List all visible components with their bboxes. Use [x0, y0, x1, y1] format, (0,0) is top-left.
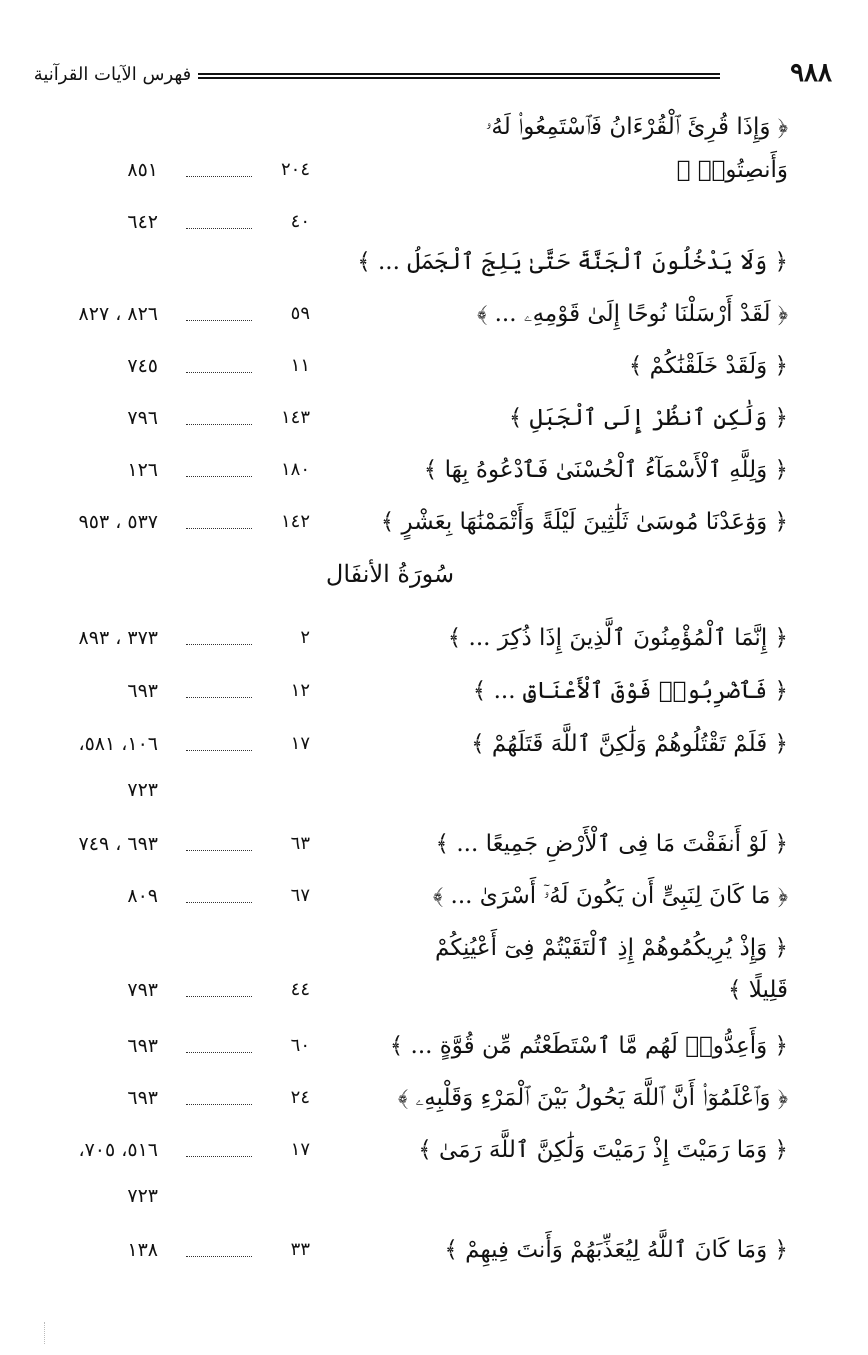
leader-dots	[186, 372, 252, 373]
index-row	[0, 342, 868, 392]
page-refs: ٦٩٣	[127, 680, 158, 702]
verse-text: ﴿ إِنَّمَا ٱلْمُؤْمِنُونَ ٱلَّذِينَ إِذَا ذُكِرَ ... ﴾	[447, 625, 788, 651]
leader-dots	[186, 320, 252, 321]
index-row	[0, 966, 868, 1016]
page-number: ٩٨٨	[790, 58, 832, 88]
index-row	[0, 1226, 868, 1276]
verse-text: ﴿ مَا كَانَ لِنَبِىٍّ أَن يَكُونَ لَهُۥٓ أَسْرَىٰ ... ﴾	[433, 883, 788, 909]
page-refs: ٧٢٣	[127, 1185, 158, 1207]
running-title: فهرس الآيات القرآنية	[33, 64, 192, 85]
page-refs: ٦٤٢	[127, 211, 158, 233]
verse-text: ﴿ فَلَمْ تَقْتُلُوهُمْ وَلَٰكِنَّ ٱللَّهَ قَتَلَهُمْ ﴾	[471, 731, 788, 757]
leader-dots	[186, 996, 252, 997]
scan-artifact	[44, 1322, 51, 1344]
page-refs: ٨٥١	[127, 159, 158, 181]
verse-text: قَلِيلًا ﴾	[727, 977, 788, 1003]
leader-dots	[186, 697, 252, 698]
page-refs: ١٠٦، ٥٨١،	[78, 733, 158, 755]
sura-heading: سُورَةُ الأنفَال	[325, 560, 455, 588]
verse-text: ﴿ وَإِذَا قُرِئَ ٱلْقُرْءَانُ فَٱسْتَمِعُوا۟ لَهُۥ	[485, 114, 788, 140]
page-refs: ٣٧٣ ، ٨٩٣	[78, 627, 158, 649]
index-row	[0, 1126, 868, 1176]
ayah-number: ٢٤	[290, 1087, 310, 1108]
ayah-number: ٤٠	[290, 211, 310, 232]
leader-dots	[186, 644, 252, 645]
leader-dots	[186, 176, 252, 177]
page-refs: ٥١٦، ٧٠٥،	[78, 1139, 158, 1161]
ayah-number: ١٤٢	[280, 511, 310, 532]
index-row	[0, 1022, 868, 1072]
page-refs: ٧٩٦	[127, 407, 158, 429]
ayah-number: ١٤٣	[280, 407, 310, 428]
ayah-number: ١٨٠	[280, 459, 310, 480]
page-refs: ٥٣٧ ، ٩٥٣	[78, 511, 158, 533]
index-row	[0, 872, 868, 922]
page-refs: ٦٩٣ ، ٧٤٩	[78, 833, 158, 855]
ayah-number: ٥٩	[290, 303, 310, 324]
verse-text: ﴿ وَمَا رَمَيْتَ إِذْ رَمَيْتَ وَلَٰكِنَّ ٱللَّهَ رَمَىٰ ﴾	[418, 1137, 788, 1163]
ayah-number: ٢٠٤	[280, 159, 310, 180]
page-refs: ٨٢٦ ، ٨٢٧	[78, 303, 158, 325]
leader-dots	[186, 1052, 252, 1053]
index-row	[0, 146, 868, 196]
leader-dots	[186, 750, 252, 751]
page-refs: ٧٤٥	[127, 355, 158, 377]
verse-text: ﴿ وَمَا كَانَ ٱللَّهُ لِيُعَذِّبَهُمْ وَأَنتَ فِيهِمْ ﴾	[444, 1237, 788, 1263]
index-row	[0, 238, 868, 288]
ayah-number: ٤٤	[290, 979, 310, 1000]
verse-text: ﴿ وَأَعِدُّوا۟ لَهُم مَّا ٱسْتَطَعْتُم مِّن قُوَّةٍ ... ﴾	[389, 1033, 788, 1059]
ayah-number: ٦٧	[290, 885, 310, 906]
verse-text: ﴿ فَٱضْرِبُوا۟ فَوْقَ ٱلْأَعْنَاقِ ... ﴾	[472, 678, 788, 704]
index-row	[0, 394, 868, 444]
index-row	[0, 720, 868, 770]
leader-dots	[186, 850, 252, 851]
verse-text: ﴿ وَلَقَدْ خَلَقْنَٰكُمْ ﴾	[628, 353, 788, 379]
ayah-number: ٦٠	[290, 1035, 310, 1056]
index-row	[0, 614, 868, 664]
leader-dots	[186, 902, 252, 903]
ayah-number: ١٧	[290, 733, 310, 754]
page-refs: ٧٢٣	[127, 779, 158, 801]
ayah-number: ٢	[300, 627, 310, 648]
page-refs: ٦٩٣	[127, 1087, 158, 1109]
ayah-number: ٣٣	[290, 1239, 310, 1260]
ayah-number: ١٧	[290, 1139, 310, 1160]
verse-text: ﴿ لَوْ أَنفَقْتَ مَا فِى ٱلْأَرْضِ جَمِيعًا ... ﴾	[435, 831, 788, 857]
ayah-number: ٦٣	[290, 833, 310, 854]
page-refs: ٧٩٣	[127, 979, 158, 1001]
verse-text: ﴿ وَٱعْلَمُوٓا۟ أَنَّ ٱللَّهَ يَحُولُ بَيْنَ ٱلْمَرْءِ وَقَلْبِهِۦ ﴾	[397, 1085, 788, 1111]
leader-dots	[186, 1156, 252, 1157]
page-refs: ٨٠٩	[127, 885, 158, 907]
verse-text: ﴿ وَلِلَّهِ ٱلْأَسْمَآءُ ٱلْحُسْنَىٰ فَٱدْعُوهُ بِهَا ﴾	[423, 457, 788, 483]
verse-text: ﴿ وَلَٰكِنِ ٱنظُرْ إِلَى ٱلْجَبَلِ ﴾	[508, 405, 788, 431]
verse-text: ﴿ لَقَدْ أَرْسَلْنَا نُوحًا إِلَىٰ قَوْمِهِۦ ... ﴾	[477, 301, 788, 327]
leader-dots	[186, 1104, 252, 1105]
index-row	[0, 290, 868, 340]
index-row	[0, 1074, 868, 1124]
header-rule	[198, 73, 720, 79]
verse-text: ﴿ وَوَٰعَدْنَا مُوسَىٰ ثَلَٰثِينَ لَيْلَةً وَأَتْمَمْنَٰهَا بِعَشْرٍ ﴾	[380, 509, 788, 535]
index-row	[0, 766, 868, 816]
verse-text: ﴿ وَلَا يَدْخُلُونَ ٱلْجَنَّةَ حَتَّىٰ يَلِجَ ٱلْجَمَلُ ... ﴾	[357, 249, 788, 275]
index-row	[0, 1172, 868, 1222]
ayah-number: ١٢	[290, 680, 310, 701]
index-row	[0, 446, 868, 496]
leader-dots	[186, 528, 252, 529]
leader-dots	[186, 1256, 252, 1257]
verse-text: ﴿ وَإِذْ يُرِيكُمُوهُمْ إِذِ ٱلْتَقَيْتُمْ فِىٓ أَعْيُنِكُمْ	[435, 935, 788, 961]
verse-text: وَأَنصِتُوا۟ ﴾	[676, 157, 788, 183]
index-row	[0, 667, 868, 717]
leader-dots	[186, 424, 252, 425]
page-refs: ١٢٦	[127, 459, 158, 481]
index-row	[0, 498, 868, 548]
page-refs: ١٣٨	[127, 1239, 158, 1261]
index-row	[0, 820, 868, 870]
leader-dots	[186, 476, 252, 477]
page-refs: ٦٩٣	[127, 1035, 158, 1057]
ayah-number: ١١	[290, 355, 310, 376]
leader-dots	[186, 228, 252, 229]
